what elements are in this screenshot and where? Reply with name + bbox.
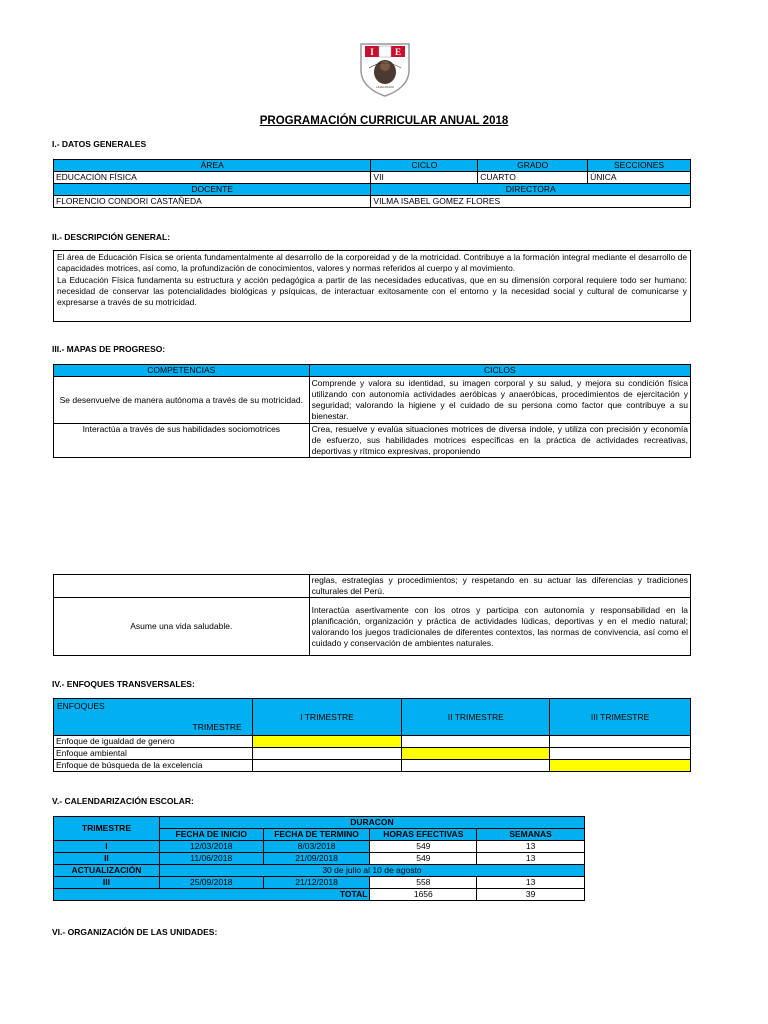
trimestre-2-inicio: 11/06/2018 [159, 853, 263, 865]
svg-text:I: I [370, 47, 374, 57]
ciclo-2-cont: reglas, estrategias y procedimientos; y respetando en su actuar las diferencias y tradiciones culturales del Perú. [309, 575, 690, 598]
descripcion-paragraph-2: La Educación Física fundamenta su estructura y acción pedagógica a partir de las necesidades educativas, que en su dimensión corporal requiere todo ser humano: necesidad de conservar las potencialidades biológicas y psíquicas, de interactuar exitosamente con el entorno y la necesidad social y cultural de comunicarse y expresarse a través de su motricidad. [57, 274, 687, 308]
trimestre-2-semanas: 13 [477, 853, 585, 865]
enfoque-igualdad: Enfoque de igualdad de genero [54, 736, 253, 748]
datos-generales-table [53, 159, 691, 208]
header-ciclo: CICLO [371, 160, 478, 172]
header-ciclos: CICLOS [309, 365, 690, 377]
trimestre-3-termino: 21/12/2018 [263, 877, 370, 889]
total-horas: 1656 [370, 889, 477, 901]
header-grado: GRADO [478, 160, 588, 172]
trimestre-3-semanas: 13 [477, 877, 585, 889]
trimestre-3-inicio: 25/09/2018 [159, 877, 263, 889]
header-trimestre-1: I TRIMESTRE [252, 699, 402, 736]
header-directora: DIRECTORA [371, 184, 691, 196]
school-logo [355, 38, 415, 98]
trimestre-1-label: I [54, 841, 160, 853]
grado-value: CUARTO [478, 172, 588, 184]
svg-text:HUACULANI: HUACULANI [376, 85, 394, 89]
total-label: TOTAL [54, 889, 370, 901]
page-title: PROGRAMACIÓN CURRICULAR ANUAL 2018 [259, 115, 509, 127]
ciclo-2: Crea, resuelve y evalúa situaciones motrices de diversa índole, y utiliza con precisión y economía de esfuerzo, sus habilidades motrices específicas en la práctica de actividades recreativas, deportivas y rítmico expresivas, proponiendo [309, 424, 690, 458]
area-value: EDUCACIÓN FÍSICA [54, 172, 371, 184]
enfoque-excelencia-t3 [550, 760, 691, 772]
enfoque-igualdad-t2 [402, 736, 550, 748]
enfoque-ambiental-t1 [252, 748, 402, 760]
header-duracion: DURACON [159, 817, 584, 829]
trimestre-3-label: III [54, 877, 160, 889]
descripcion-general-box [53, 250, 691, 322]
enfoque-igualdad-t3 [550, 736, 691, 748]
total-semanas: 39 [477, 889, 585, 901]
actualizacion-periodo: 30 de julio al 10 de agosto [159, 865, 584, 877]
enfoques-table [53, 698, 691, 772]
enfoque-ambiental-t2 [402, 748, 550, 760]
section-calendarizacion-heading: V.- CALENDARIZACIÓN ESCOLAR: [52, 796, 194, 806]
calendarizacion-table [53, 816, 585, 901]
header-competencias: COMPETENCIAS [54, 365, 310, 377]
docente-value: FLORENCIO CONDORI CASTAÑEDA [54, 196, 371, 208]
trimestre-2-termino: 21/09/2018 [263, 853, 370, 865]
enfoque-igualdad-t1 [252, 736, 402, 748]
trimestre-2-horas: 549 [370, 853, 477, 865]
ciclo-value: VII [371, 172, 478, 184]
header-enfoques-trimestre [54, 699, 253, 736]
ciclo-3: Interactúa asertivamente con los otros y participa con autonomía y responsabilidad en la planificación, organización y práctica de actividades lúdicas, deportivas y en el medio natural; valorando los juegos tradicionales de diferentes contextos, las normas de convivencia, así como el cuidado y conservación de ambientes naturales. [309, 598, 690, 656]
svg-text:E: E [394, 47, 402, 57]
mapas-progreso-table [53, 364, 691, 458]
competencia-1: Se desenvuelve de manera autónoma a través de su motricidad. [54, 377, 310, 424]
secciones-value: ÚNICA [588, 172, 691, 184]
enfoque-ambiental-t3 [550, 748, 691, 760]
competencia-2: Interactúa a través de sus habilidades sociomotrices [54, 424, 310, 458]
trimestre-1-inicio: 12/03/2018 [159, 841, 263, 853]
header-trimestre-2: II TRIMESTRE [402, 699, 550, 736]
enfoque-ambiental: Enfoque ambiental [54, 748, 253, 760]
header-enfoques: ENFOQUES [57, 701, 105, 711]
trimestre-1-horas: 549 [370, 841, 477, 853]
header-docente: DOCENTE [54, 184, 371, 196]
section-descripcion-heading: II.- DESCRIPCIÓN GENERAL: [52, 232, 171, 242]
header-horas-efectivas: HORAS EFECTIVAS [370, 829, 477, 841]
header-fecha-termino: FECHA DE TERMINO [263, 829, 370, 841]
competencia-3: Asume una vida saludable. [54, 598, 310, 656]
trimestre-3-horas: 558 [370, 877, 477, 889]
section-mapas-heading: III.- MAPAS DE PROGRESO: [52, 344, 166, 354]
enfoque-excelencia-t1 [252, 760, 402, 772]
directora-value: VILMA ISABEL GOMEZ FLORES [371, 196, 691, 208]
header-semanas: SEMANAS [477, 829, 585, 841]
competencia-2-cont [54, 575, 310, 598]
trimestre-1-semanas: 13 [477, 841, 585, 853]
trimestre-2-label: II [54, 853, 160, 865]
header-trimestre-cal: TRIMESTRE [54, 817, 160, 841]
section-enfoques-heading: IV.- ENFOQUES TRANSVERSALES: [52, 679, 195, 689]
header-secciones: SECCIONES [588, 160, 691, 172]
enfoque-excelencia: Enfoque de búsqueda de la excelencia [54, 760, 253, 772]
header-fecha-inicio: FECHA DE INICIO [159, 829, 263, 841]
trimestre-1-termino: 8/03/2018 [263, 841, 370, 853]
header-trimestre-3: III TRIMESTRE [550, 699, 691, 736]
descripcion-paragraph-1: El área de Educación Física se orienta fundamentalmente al desarrollo de la corporeidad y de la motricidad. Contribuye a la formación integral mediante el desarrollo de capacidades motrices, así como, la profundización de conocimientos, valores y normas referidos al cuerpo y al movimiento. [57, 252, 687, 274]
header-trimestre: TRIMESTRE [192, 722, 242, 732]
mapas-progreso-table-continued [53, 574, 691, 656]
section-organizacion-heading: VI.- ORGANIZACIÓN DE LAS UNIDADES: [52, 927, 218, 937]
enfoque-excelencia-t2 [402, 760, 550, 772]
ciclo-1: Comprende y valora su identidad, su imagen corporal y su salud, y mejora su condición física utilizando con autonomía actividades aeróbicas y anaeróbicas, procedimientos de ejercitación y seguridad; valorando la higiene y el cuidado de su persona como factor que contribuye a su bienestar. [309, 377, 690, 424]
section-datos-generales-heading: I.- DATOS GENERALES [52, 139, 147, 149]
header-area: ÁREA [54, 160, 371, 172]
actualizacion-label: ACTUALIZACIÓN [54, 865, 160, 877]
